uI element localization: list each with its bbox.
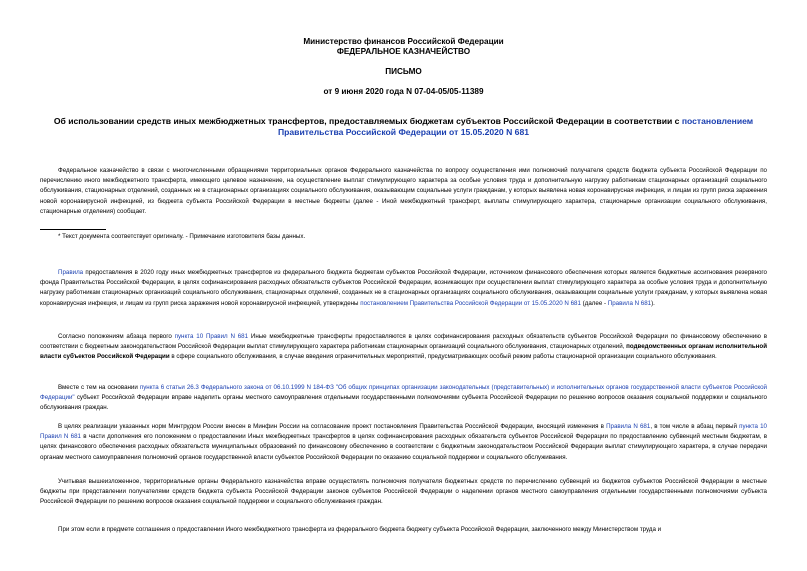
agency-name: ФЕДЕРАЛЬНОЕ КАЗНАЧЕЙСТВО bbox=[336, 47, 471, 56]
paragraph-4 bbox=[40, 383, 767, 414]
paragraph-4-text-1: Вместе с тем на основании bbox=[58, 384, 140, 391]
paragraph-7: При этом если в предмете соглашения о предоставлении Иного межбюджетного трансферта из федерального бюджета бюджету субъекта Российской Федерации, заключенного между Министерством труда и bbox=[58, 526, 662, 533]
point-10-rules-link-2[interactable]: пункта 10 Правил N 681 bbox=[40, 423, 767, 441]
paragraph-2-text-2: (далее - bbox=[580, 299, 608, 307]
title-text: Об использовании средств иных межбюджетных трансфертов, предоставляемых бюджетам субъектов Российской Федерации в соответствии с bbox=[53, 116, 682, 126]
paragraph-3-text-3: в сфере социального обслуживания, в случае введения ограничительных мероприятий, предусматривающих особый режим работы стационарной организации социального обслуживания. bbox=[169, 353, 717, 361]
paragraph-4-text-2: субъект Российской Федерации вправе наделить органы местного самоуправления отдельными государственными полномочиями субъекта Российской Федерации по решению вопросов оказания социальной поддержки и социального обслуживания граждан. bbox=[40, 394, 767, 412]
point-10-rules-link[interactable]: пункта 10 Правил N 681 bbox=[174, 333, 249, 340]
paragraph-5 bbox=[40, 422, 767, 463]
footnote: * Текст документа соответствует оригиналу. - Примечание изготовителя базы данных. bbox=[58, 233, 306, 240]
paragraph-2-text-1: предоставления в 2020 году иных межбюджетных трансфертов из федерального бюджета бюджетам субъектов Российской Федерации, источником финансового обеспечения которых является бюджетные ассигнования резервного фонда Правительства Российской Федерации, в целях софинансирования расходных обязательств субъектов Российской Федерации, возникающих при осуществлении выплат стимулирующего характера за особые условия труда и дополнительную нагрузку работникам стационарных организаций социального обслуживания, стационарных отделений, созданных не в стационарных организациях социального обслуживания, оказывающим социальные услуги гражданам, у которых выявлена новая коронавирусная инфекция, и лицам из групп риска заражения новой коронавирусной инфекцией, утверждены bbox=[40, 269, 767, 307]
paragraph-5-text-2: , в том числе в абзац первый bbox=[650, 423, 740, 430]
paragraph-5-text-3: в части дополнения его положением о предоставлении Иных межбюджетных трансфертов в целях софинансирования расходных обязательств субъектов Российской Федерации по предоставлению субвенций местным бюджетам, в целях финансового обеспечения расходных обязательств муниципальных образований по финансовому обеспечению в соответствии с бюджетным законодательством Российской Федерации выплат стимулирующего характера, в случае передачи органам местного самоуправления полномочий органов государственной власти субъектов Российской Федерации по оказанию социальной поддержки и социального обслуживания. bbox=[40, 433, 767, 461]
ministry-name: Министерство финансов Российской Федерации bbox=[303, 37, 504, 46]
decree-681-link[interactable]: постановлением Правительства Российской Федерации от 15.05.2020 N 681 bbox=[360, 299, 581, 307]
title-decree-link[interactable]: постановлением Правительства Российской Федерации от 15.05.2020 N 681 bbox=[277, 116, 754, 137]
paragraph-3-text-2: Иные межбюджетные трансферты предоставляются в целях софинансирования расходных обязательств субъектов Российской Федерации по финансовому обеспечению в соответствии с бюджетным законодательством Российской Федерации выплат стимулирующего характера работникам стационарных организаций социального обслуживания, стационарных отделений, bbox=[40, 333, 767, 351]
paragraph-3-text-1: Согласно положениям абзаца первого bbox=[58, 333, 175, 340]
rules-link[interactable]: Правила bbox=[58, 269, 84, 276]
federal-law-184-link[interactable]: пункта 6 статьи 26.3 Федерального закона от 06.10.1999 N 184-ФЗ "Об общих принципах организации законодательных (представительных) и исполнительных органов государственной власти субъектов Российской Федерации" bbox=[40, 384, 767, 402]
document-title bbox=[44, 116, 763, 138]
rules-681-link-2[interactable]: Правила N 681 bbox=[606, 423, 651, 430]
paragraph-5-text-1: В целях реализации указанных норм Минтрудом России внесен в Минфин России на согласование проект постановления Правительства Российской Федерации, вносящий изменения в bbox=[58, 423, 607, 430]
paragraph-2 bbox=[40, 268, 767, 309]
rules-681-link[interactable]: Правила N 681 bbox=[607, 299, 652, 307]
paragraph-1: Федеральное казначейство в связи с многочисленными обращениями территориальных органов Федерального казначейства по вопросу осуществления ими полномочий получателя средств бюджета субъекта Российской Федерации по перечислению иного межбюджетного трансферта, имеющего целевое назначение, на осуществление выплат стимулирующего характера за особые условия труда и дополнительную нагрузку работникам стационарных организаций социального обслуживания, стационарных отделений, созданных не в стационарных организациях социального обслуживания, оказывающим социальные услуги гражданам, у которых выявлена новая коронавирусная инфекция, и лицам из групп риска заражения новой коронавирусной инфекцией, из бюджета субъекта Российской Федерации в местные бюджеты (далее - Иной межбюджетный трансферт, выплаты стимулирующего характера, стационарные организации социального обслуживания, стационарные отделения) сообщает. bbox=[40, 167, 767, 215]
paragraph-3 bbox=[40, 332, 767, 363]
document-date-number: от 9 июня 2020 года N 07-04-05/05-11389 bbox=[323, 87, 484, 96]
paragraph-3-bold: подведомственных органам исполнительной власти субъектов Российской Федерации bbox=[40, 343, 767, 361]
document-kind: ПИСЬМО bbox=[385, 67, 422, 76]
paragraph-6: Учитывая вышеизложенное, территориальные органы Федерального казначейства вправе осуществлять полномочия получателя бюджетных средств по перечислению субвенций из бюджетов субъектов Российской Федерации в местные бюджеты при представлении получателями средств бюджета субъекта Российской Федерации законов субъектов Российской Федерации о наделении органов местного самоуправления отдельными государственными полномочиями субъекта Российской Федерации по решению вопросов оказания социальной поддержки и социального обслуживания граждан. bbox=[40, 478, 767, 506]
footnote-divider bbox=[40, 229, 106, 230]
paragraph-2-text-3: ). bbox=[651, 299, 655, 307]
